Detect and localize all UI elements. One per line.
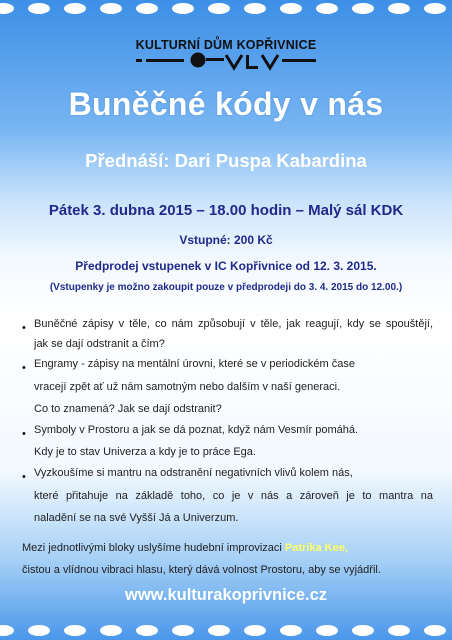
bullet-4-line-3: naladění se na své Vyšší Já a Univerzum. [34, 512, 239, 524]
bullet-4-line-2: které přitahuje na základě toho, co je v nás a zároveň je to mantra na [34, 490, 433, 502]
music-info-line-2: čistou a vlídnou vibraci hlasu, který dává volnost Prostoru, aby se vyjádřil. [22, 564, 381, 576]
top-decorative-ovals [0, 0, 452, 18]
bullet-1-line-2: jak se dají odstranit a čím? [34, 338, 165, 350]
bullet-icon: • [22, 471, 26, 483]
bullet-3-line-1: Symboly v Prostoru a jak se dá poznat, když nám Vesmír pomáhá. [34, 424, 359, 436]
bullet-1-line-1: Buněčné zápisy v těle, co nám způsobují v těle, jak reagují, kdy se spouštějí, [34, 318, 433, 330]
entry-fee: Vstupné: 200 Kč [179, 233, 273, 247]
musician-name: Patrika Kee, [284, 542, 348, 554]
website-link[interactable]: www.kulturakoprivnice.cz [124, 586, 328, 604]
bullet-icon: • [22, 428, 26, 440]
event-title: Buněčné kódy v nás [68, 86, 384, 122]
event-date-line: Pátek 3. dubna 2015 – 18.00 hodin – Malý sál KDK [48, 202, 404, 219]
bullet-4-line-1: Vyzkoušíme si mantru na odstranění negativních vlivů kolem nás, [34, 467, 353, 479]
bullet-2-line-1: Engramy - zápisy na mentální úrovni, které se v periodickém čase [34, 358, 355, 370]
bullet-2-line-2: vracejí zpět ať už nám samotným nebo dalším v naší generaci. [34, 381, 341, 393]
kdk-logo-icon [136, 52, 316, 72]
bullet-icon: • [22, 362, 26, 374]
presale-info: Předprodej vstupenek v IC Kopřivnice od 12. 3. 2015. [75, 259, 377, 273]
presale-note: (Vstupenky je možno zakoupit pouze v předprodeji do 3. 4. 2015 do 12.00.) [49, 282, 403, 293]
bottom-decorative-ovals [0, 622, 452, 640]
music-info-line-1 [22, 542, 348, 554]
bullet-icon: • [22, 322, 26, 334]
music-info-text: Mezi jednotlivými bloky uslyšíme hudební improvizaci [22, 542, 285, 554]
bullet-2-line-3: Co to znamená? Jak se dají odstranit? [34, 403, 222, 415]
lecturer: Přednáší: Dari Puspa Kabardina [85, 150, 367, 171]
org-name: KULTURNÍ DŮM KOPŘIVNICE [135, 38, 317, 52]
bullet-3-line-2: Kdy je to stav Univerza a kdy je to práce Ega. [34, 446, 256, 458]
